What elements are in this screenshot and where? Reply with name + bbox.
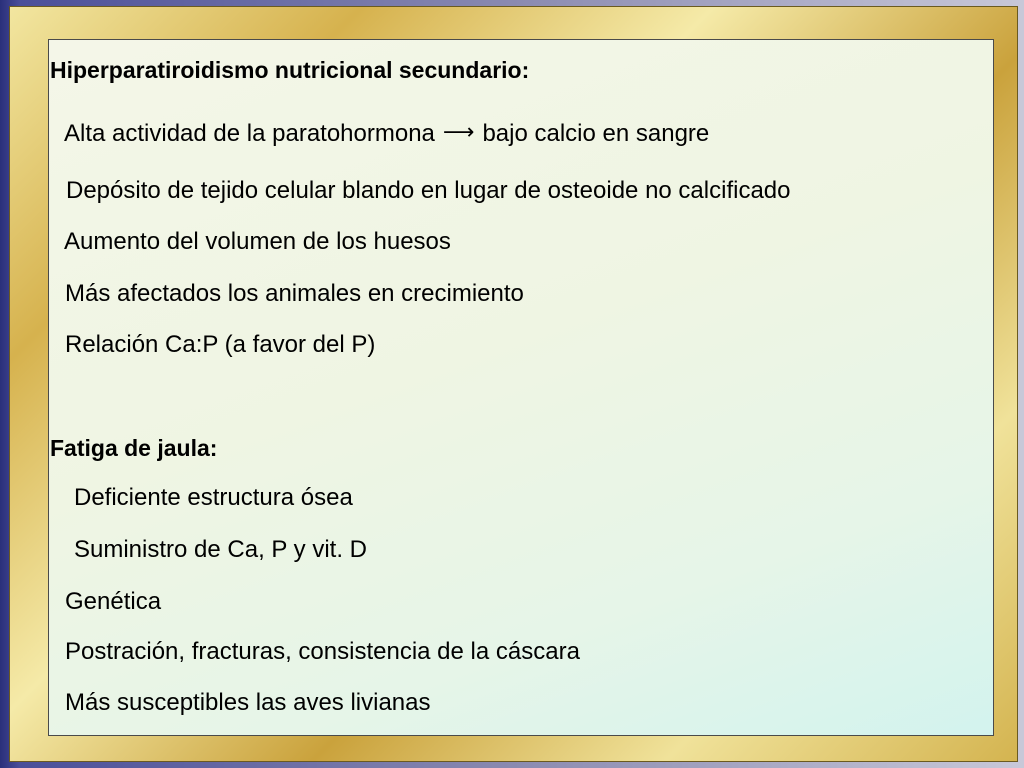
list-item-postracion: Postración, fracturas, consistencia de la cáscara bbox=[65, 638, 580, 665]
list-item-text: bajo calcio en sangre bbox=[482, 120, 710, 147]
list-item-animales: Más afectados los animales en crecimiento bbox=[65, 280, 524, 307]
list-item-deposito: Depósito de tejido celular blando en lugar de osteoide no calcificado bbox=[66, 177, 791, 204]
list-item-text: Alta actividad de la paratohormona bbox=[64, 120, 435, 147]
list-item-aves: Más susceptibles las aves livianas bbox=[65, 689, 431, 716]
list-item-volumen: Aumento del volumen de los huesos bbox=[64, 228, 451, 255]
list-item-relacion: Relación Ca:P (a favor del P) bbox=[65, 331, 376, 358]
list-item-suministro: Suministro de Ca, P y vit. D bbox=[74, 536, 367, 563]
list-item-genetica: Genética bbox=[65, 588, 162, 615]
list-item-estructura: Deficiente estructura ósea bbox=[74, 484, 353, 511]
section-title-hiperparatiroidismo: Hiperparatiroidismo nutricional secundario: bbox=[50, 57, 530, 83]
right-arrow-icon: ⟶ bbox=[442, 120, 475, 145]
section-title-fatiga: Fatiga de jaula: bbox=[50, 435, 218, 461]
list-item-paratohormona bbox=[64, 120, 709, 149]
